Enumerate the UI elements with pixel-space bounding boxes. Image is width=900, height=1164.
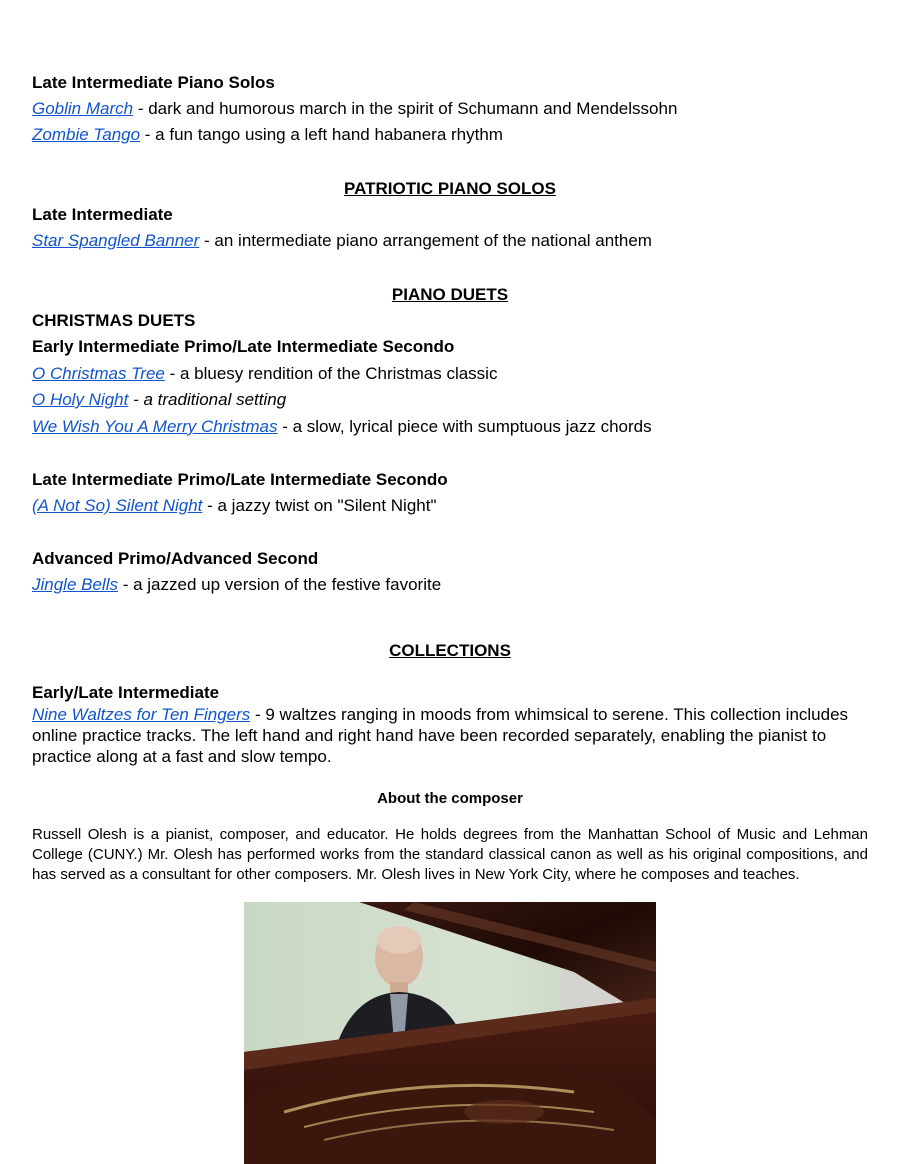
- duets-group2-level: Late Intermediate Primo/Late Intermediate Secondo: [32, 470, 448, 489]
- jingle-bells-link[interactable]: Jingle Bells: [32, 575, 118, 594]
- list-item: [32, 414, 868, 440]
- collections-level: Early/Late Intermediate: [32, 683, 220, 702]
- list-item: [32, 572, 868, 598]
- item-description: - a jazzy twist on "Silent Night": [202, 496, 437, 515]
- about-heading: About the composer: [377, 790, 523, 807]
- goblin-march-link[interactable]: Goblin March: [32, 99, 134, 118]
- duets-group1-level: Early Intermediate Primo/Late Intermediate Secondo: [32, 337, 455, 356]
- patriotic-level: Late Intermediate: [32, 205, 173, 224]
- section-heading: [32, 176, 868, 202]
- o-holy-night-link[interactable]: O Holy Night: [32, 390, 129, 409]
- item-description: - an intermediate piano arrangement of the national anthem: [199, 231, 652, 250]
- patriotic-heading: PATRIOTIC PIANO SOLOS: [344, 179, 556, 198]
- list-item: [32, 228, 868, 254]
- christmas-duets-heading: CHRISTMAS DUETS: [32, 311, 196, 330]
- star-spangled-banner-link[interactable]: Star Spangled Banner: [32, 231, 200, 250]
- we-wish-you-link[interactable]: We Wish You A Merry Christmas: [32, 417, 278, 436]
- item-description: - a slow, lyrical piece with sumptuous jazz chords: [277, 417, 652, 436]
- list-item: [32, 361, 868, 387]
- collection-item: [32, 704, 858, 767]
- section-heading: [32, 638, 868, 664]
- composer-photo: [244, 902, 656, 1164]
- zombie-tango-link[interactable]: Zombie Tango: [32, 125, 141, 144]
- item-description: - a jazzed up version of the festive favorite: [118, 575, 442, 594]
- item-description: - a fun tango using a left hand habanera rhythm: [140, 125, 503, 144]
- nine-waltzes-link[interactable]: Nine Waltzes for Ten Fingers: [32, 705, 251, 724]
- composer-bio: Russell Olesh is a pianist, composer, and educator. He holds degrees from the Manhattan School of Music and Lehman College (CUNY.) Mr. Olesh has performed works from the standard classical canon as well as his original compositions, and has served as a consultant for other composers. Mr. Olesh lives in New York City, where he composes and teaches.: [32, 826, 868, 883]
- collections-heading: COLLECTIONS: [389, 641, 511, 660]
- item-description: - 9 waltzes ranging in moods from whimsical to serene. This collection includes online practice tracks. The left hand and right hand have been recorded separately, enabling the pianist to practice along at a fast and slow tempo.: [32, 705, 849, 766]
- item-description: - dark and humorous march in the spirit of Schumann and Mendelssohn: [133, 99, 678, 118]
- duets-group3-level: Advanced Primo/Advanced Second: [32, 549, 319, 568]
- silent-night-link[interactable]: (A Not So) Silent Night: [32, 496, 203, 515]
- item-description: - a traditional setting: [128, 390, 287, 409]
- item-description: - a bluesy rendition of the Christmas classic: [164, 364, 498, 383]
- o-christmas-tree-link[interactable]: O Christmas Tree: [32, 364, 165, 383]
- list-item: [32, 387, 868, 413]
- section-heading: [32, 282, 868, 308]
- piano-duets-heading: PIANO DUETS: [391, 285, 509, 304]
- list-item: [32, 96, 868, 122]
- list-item: [32, 122, 868, 148]
- list-item: [32, 493, 868, 519]
- late-intermediate-solos-heading: Late Intermediate Piano Solos: [32, 73, 275, 92]
